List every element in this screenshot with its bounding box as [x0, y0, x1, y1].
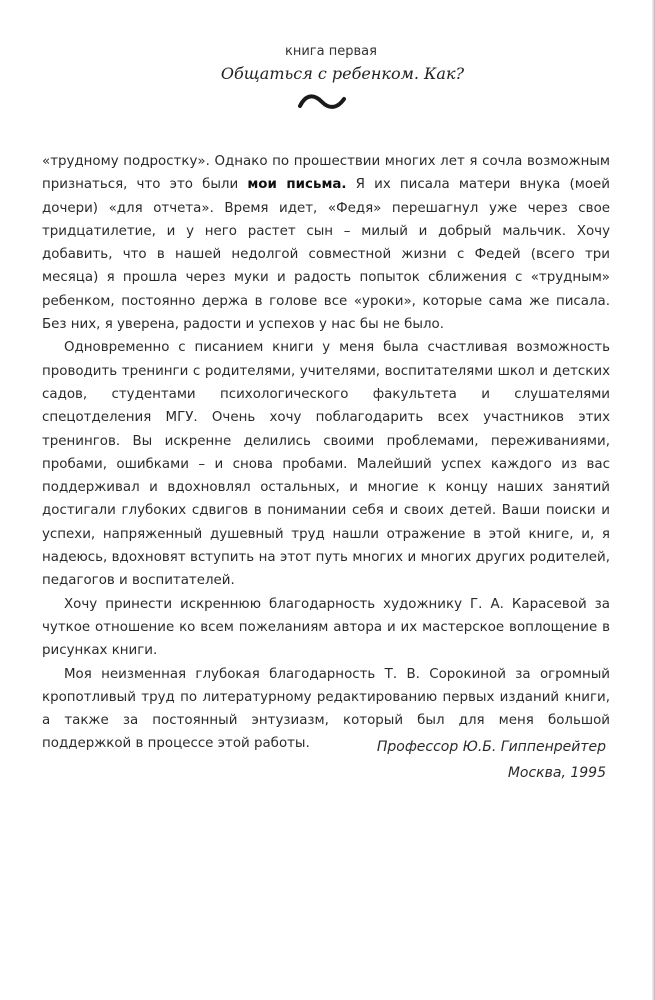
- tilde-ornament-icon: [297, 92, 347, 114]
- paragraph-continued: [42, 150, 610, 336]
- paragraph-illustrator-thanks: Хочу принести искреннюю благодарность художнику Г. А. Карасевой за чуткое отношение ко всем пожеланиям автора и их мастерское воплощение в рисунках книги.: [42, 596, 610, 659]
- signature-block: [300, 734, 606, 786]
- author-signature: Профессор Ю.Б. Гиппенрейтер: [376, 739, 606, 755]
- book-label: книга первая: [285, 44, 377, 59]
- main-text: [42, 150, 610, 756]
- paragraph-trainings: Одновременно с писанием книги у меня была счастливая возможность проводить тренинги с родителями, учителями, воспитателями школ и детских садов, студентами психологического факультета и слушателями спецотделения МГУ. Очень хочу поблагодарить всех участников этих тренингов. Вы искренне делились своими проблемами, переживаниями, пробами, ошибками – и снова пробами. Малейший успех каждого из вас поддерживал и вдохновлял остальных, и многие к концу наших занятий достигали глубоких сдвигов в понимании себя и своих детей. Ваши поиски и успехи, напряженный душевный труд нашли отражение в этой книге, и, я надеюсь, вдохновят вступить на этот путь многих и многих других родителей, педагогов и воспитателей.: [42, 340, 610, 589]
- paragraph-text-start: «трудному подростку». Однако по прошествии многих лет я сочла возможным признаться, что это были: [42, 154, 610, 193]
- place-year: Москва, 1995: [507, 765, 606, 781]
- emphasis-text: мои письма.: [247, 177, 347, 193]
- book-title: Общаться с ребенком. Как?: [220, 64, 465, 83]
- paragraph-text-end: Я их писала матери внука (моей дочери) «для отчета». Время идет, «Федя» перешагнул уже через свое тридцатилетие, и у него растет сын – милый и добрый мальчик. Хочу добавить, что в нашей недолгой совместной жизни с Федей (всего три месяца) я прошла через муки и радость попыток сближения с «трудным» ребенком, постоянно держа в голове все «уроки», которые сама же писала. Без них, я уверена, радости и успехов у нас бы не было.: [42, 177, 610, 333]
- paragraph-editor-thanks: Моя неизменная глубокая благодарность Т. В. Сорокиной за огромный кропотливый труд по литературному редактированию первых изданий книги, а также за постоянный энтузиазм, который был для меня большой поддержкой в процессе этой работы.: [42, 666, 610, 752]
